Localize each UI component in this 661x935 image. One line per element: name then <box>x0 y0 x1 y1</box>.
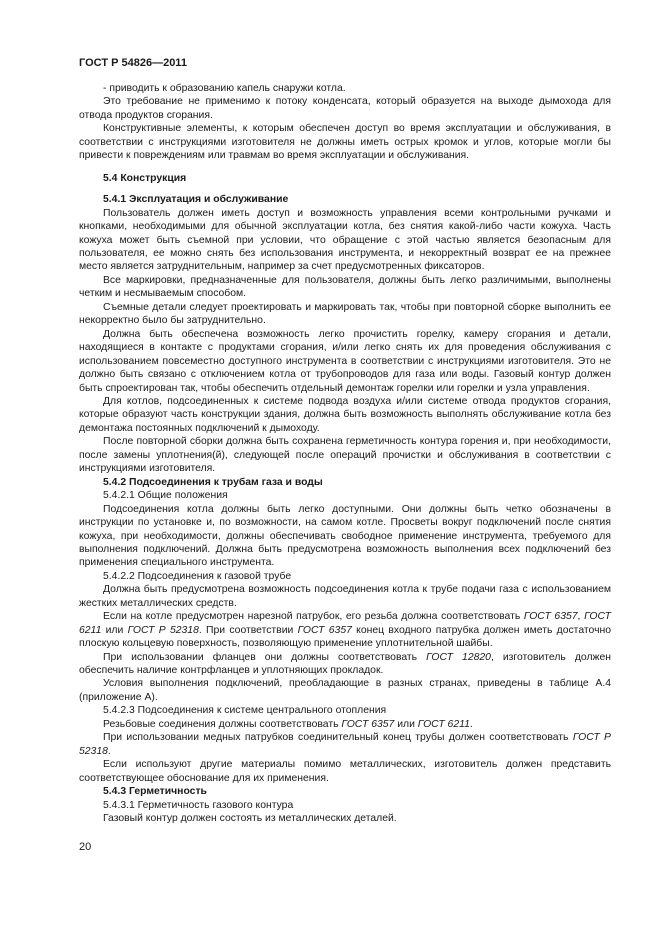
paragraph <box>79 731 611 758</box>
paragraph: - приводить к образованию капель снаружи котла. <box>103 83 346 94</box>
document-body <box>79 82 611 825</box>
standard-reference: ГОСТ 6357 <box>523 611 578 623</box>
standard-reference: ГОСТ 6357 <box>341 718 395 730</box>
section-heading-5-4: 5.4 Конструкция <box>103 172 187 184</box>
paragraph: Должна быть предусмотрена возможность подсоединения котла к трубе подачи газа с использованием жестких металлических средств. <box>79 584 611 609</box>
text: . При соответствии <box>198 624 298 636</box>
subsection-heading-5-4-2-2: 5.4.2.2 Подсоединения к газовой трубе <box>103 570 292 582</box>
paragraph <box>79 718 611 731</box>
text: , изготовитель должен обеспечить наличие контрфланцев и уплотняющих прокладок. <box>79 651 611 677</box>
text: . <box>469 718 473 730</box>
paragraph: Пользователь должен иметь доступ и возможность управления всеми контрольными ручками и кнопками, необходимыми для обычной эксплуатации котла, без снятия какой-либо части кожуха. Часть кожуха может быть съемной при условии, что обращение с этой частью является безопасным для пользователя, ее можно снять без использования инструмента, и некорректный возврат ее на прежнее место является затруднительным, например за счет предусмотренных фиксаторов. <box>79 207 611 273</box>
text: , <box>577 611 585 623</box>
standard-reference: ГОСТ 6211 <box>417 718 470 730</box>
text: Если на котле предусмотрен нарезной патрубок, его резьба должна соответствовать <box>103 611 524 623</box>
text: или <box>101 624 128 636</box>
paragraph: Если используют другие материалы помимо металлических, изготовитель должен представить соответствующее обоснование для их применения. <box>79 759 611 784</box>
section-heading-5-4-1: 5.4.1 Эксплуатация и обслуживание <box>103 194 289 206</box>
subsection-heading-5-4-3-1: 5.4.3.1 Герметичность газового контура <box>103 799 294 811</box>
paragraph <box>79 610 611 650</box>
document-header: ГОСТ Р 54826—2011 <box>79 57 187 69</box>
subsection-heading-5-4-2-1: 5.4.2.1 Общие положения <box>103 490 228 502</box>
standard-reference: ГОСТ 6357 <box>297 624 352 636</box>
standard-reference: ГОСТ Р 52318 <box>127 624 199 636</box>
paragraph: Конструктивные элементы, к которым обеспечен доступ во время эксплуатации и обслуживания, в соответствии с инструкциями изготовителя не должны иметь острых кромок и углов, которые могли бы привести к повреждениям или травмам во время эксплуатации и обслуживания. <box>79 123 611 162</box>
paragraph: Газовый контур должен состоять из металлических деталей. <box>103 813 397 825</box>
paragraph <box>79 651 611 678</box>
text: конец входного патрубка должен иметь достаточно плоскую кольцевую поверхность, позволяющую применение уплотнительной шайбы. <box>79 624 611 650</box>
section-heading-5-4-2: 5.4.2 Подсоединения к трубам газа и воды <box>103 476 323 488</box>
paragraph: После повторной сборки должна быть сохранена герметичность контура горения и, при необходимости, после замены уплотнения(й), следующей после операций прочистки и обслуживания в соответствии с инструкциями изготовителя. <box>79 436 611 475</box>
text: Резьбовые соединения должны соответствовать <box>103 718 342 730</box>
page-number: 20 <box>79 841 92 853</box>
text: При использовании медных патрубков соединительный конец трубы должен соответствовать <box>103 732 573 744</box>
text: или <box>394 718 418 730</box>
standard-reference: ГОСТ 6211 <box>79 611 611 636</box>
subsection-heading-5-4-2-3: 5.4.2.3 Подсоединения к системе центрального отопления <box>103 705 387 717</box>
standard-reference: ГОСТ Р 52318 <box>79 732 611 757</box>
paragraph: Для котлов, подсоединенных к системе подвода воздуха и/или системе отвода продуктов сгорания, которые образуют часть конструкции здания, должна быть возможность выполнять обслуживание котла без демонтажа постоянных подключений к дымоходу. <box>79 395 611 434</box>
paragraph: Должна быть обеспечена возможность легко прочистить горелку, камеру сгорания и детали, находящиеся в контакте с продуктами сгорания, и/или легко снять их для проведения обслуживания с использованием повсеместно доступного инструмента в соответствии с инструкциями изготовителя. Это не должно быть связано с отключением котла от трубопроводов для газа или воды. Газовый контур должен быть спроектирован так, чтобы обеспечить отдельный демонтаж горелки или горелки и узла управления. <box>79 328 611 394</box>
paragraph: Все маркировки, предназначенные для пользователя, должны быть легко различимыми, выполнены четким и несмываемым способом. <box>79 274 611 300</box>
text: . <box>107 745 111 757</box>
section-heading-5-4-3: 5.4.3 Герметичность <box>103 786 207 798</box>
paragraph: Это требование не применимо к потоку конденсата, который образуется на выходе дымохода для отвода продуктов сгорания. <box>79 96 611 121</box>
standard-reference: ГОСТ 12820 <box>426 651 491 663</box>
paragraph: Подсоединения котла должны быть легко доступными. Они должны быть четко обозначены в инструкции по установке и, по возможности, на самом котле. Просветы вокруг подключений после снятия кожуха, при необходимости, должны обеспечивать свободное применение инструмента, требуемого для выполнения подключений. Должна быть предусмотрена возможность выполнения всех подключений без применения специального инструмента. <box>79 503 611 569</box>
text: При использовании фланцев они должны соответствовать <box>103 651 427 663</box>
paragraph: Условия выполнения подключений, преобладающие в разных странах, приведены в таблице А.4 (приложение А). <box>79 678 611 703</box>
paragraph: Съемные детали следует проектировать и маркировать так, чтобы при повторной сборке выполнить ее некорректно было бы затруднительно. <box>79 301 611 327</box>
